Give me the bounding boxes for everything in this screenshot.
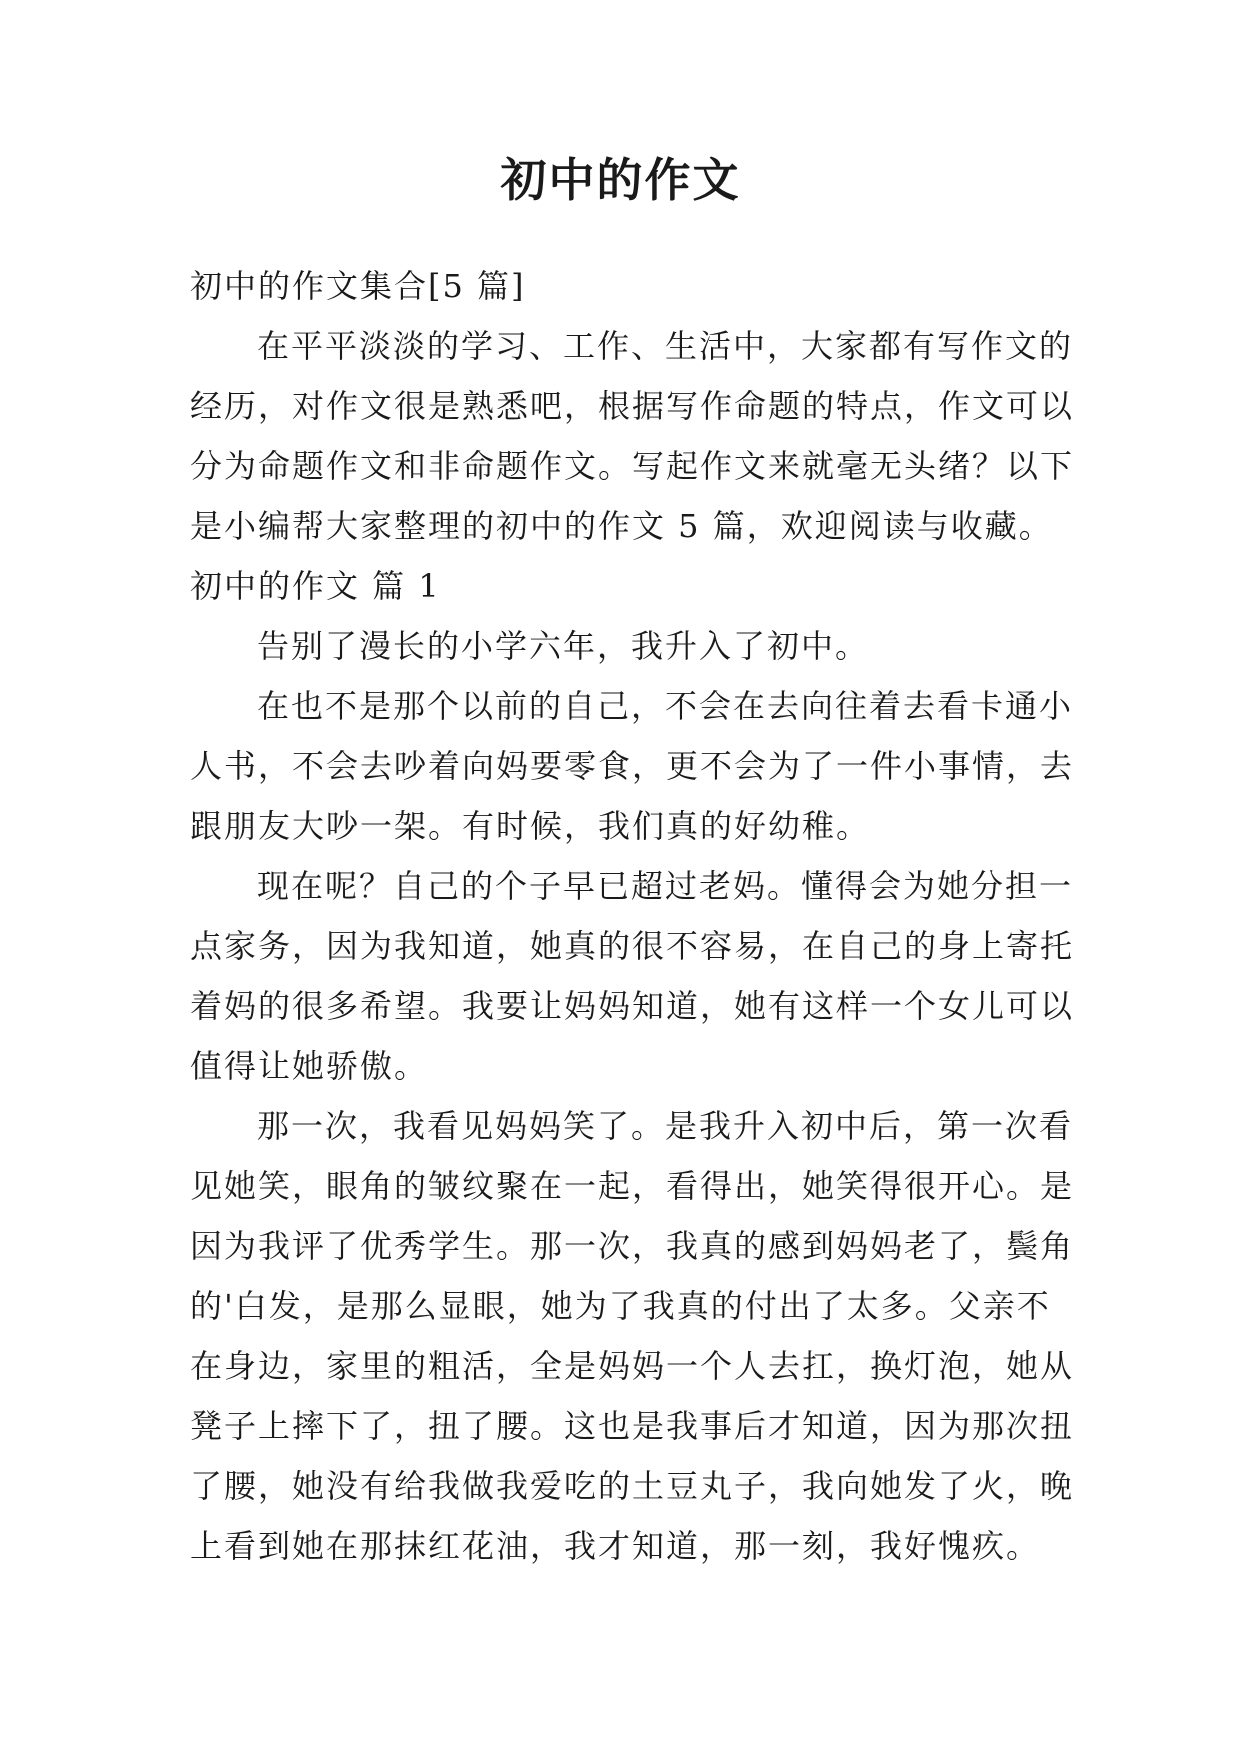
body-line: 着妈的很多希望。我要让妈妈知道，她有这样一个女儿可以 <box>190 987 1075 1025</box>
body-line: 人书，不会去吵着向妈要零食，更不会为了一件小事情，去 <box>190 747 1075 785</box>
document-body <box>190 256 1075 1576</box>
body-line: 了腰，她没有给我做我爱吃的土豆丸子，我向她发了火，晚 <box>190 1467 1075 1505</box>
body-line: 分为命题作文和非命题作文。写起作文来就毫无头绪？以下 <box>190 447 1075 485</box>
document-title: 初中的作文 <box>500 153 741 207</box>
body-line: 初中的作文 篇 1 <box>190 567 441 605</box>
body-line: 跟朋友大吵一架。有时候，我们真的好幼稚。 <box>190 807 871 845</box>
body-line: 初中的作文集合[5 篇] <box>190 267 526 305</box>
body-line: 上看到她在那抹红花油，我才知道，那一刻，我好愧疚。 <box>190 1527 1041 1565</box>
body-line: 经历，对作文很是熟悉吧，根据写作命题的特点，作文可以 <box>190 387 1075 425</box>
body-line: 在也不是那个以前的自己，不会在去向往着去看卡通小 <box>257 687 1074 725</box>
body-line: 在身边，家里的粗活，全是妈妈一个人去扛，换灯泡，她从 <box>190 1347 1075 1385</box>
body-line: 因为我评了优秀学生。那一次，我真的感到妈妈老了，鬓角 <box>190 1227 1075 1265</box>
body-line: 见她笑，眼角的皱纹聚在一起，看得出，她笑得很开心。是 <box>190 1167 1075 1205</box>
body-line: 凳子上摔下了，扭了腰。这也是我事后才知道，因为那次扭 <box>190 1407 1075 1445</box>
body-line: 是小编帮大家整理的初中的作文 5 篇，欢迎阅读与收藏。 <box>190 507 1053 545</box>
body-line: 现在呢？自己的个子早已超过老妈。懂得会为她分担一 <box>257 867 1074 905</box>
body-line: 点家务，因为我知道，她真的很不容易，在自己的身上寄托 <box>190 927 1075 965</box>
body-line: 值得让她骄傲。 <box>190 1047 429 1085</box>
body-line: 那一次，我看见妈妈笑了。是我升入初中后，第一次看 <box>257 1107 1074 1145</box>
body-line: 在平平淡淡的学习、工作、生活中，大家都有写作文的 <box>257 327 1074 365</box>
body-line: 的'白发，是那么显眼，她为了我真的付出了太多。父亲不 <box>190 1287 1051 1325</box>
body-line: 告别了漫长的小学六年，我升入了初中。 <box>257 627 870 665</box>
